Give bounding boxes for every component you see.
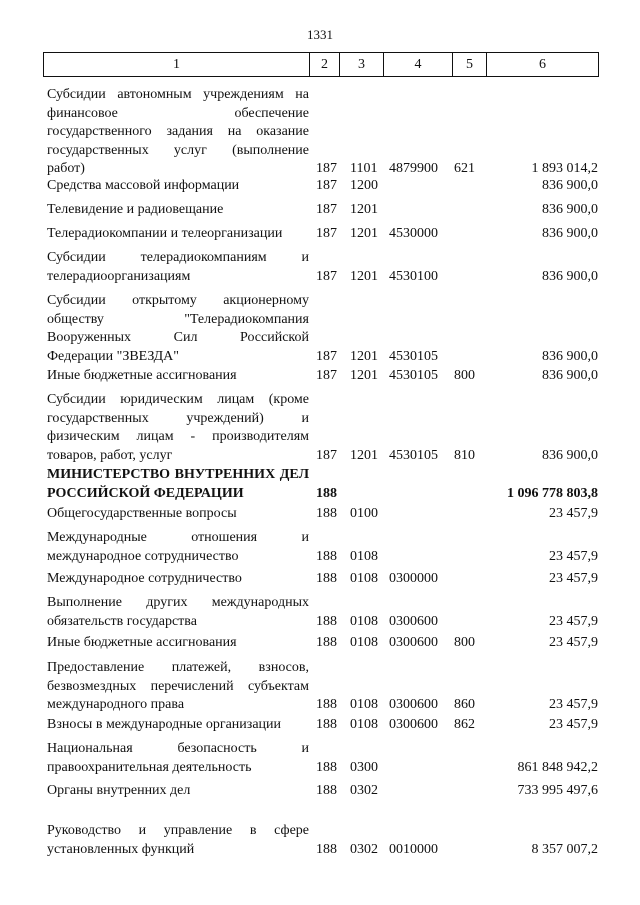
row-col-3: 0108 xyxy=(350,635,378,650)
row-name-line: безвозмездных перечислений субъектам xyxy=(47,678,309,694)
row-col-6: 23 457,9 xyxy=(549,548,598,564)
row-col-3: 0100 xyxy=(350,506,378,521)
row-name xyxy=(47,822,309,859)
row-name-line: установленных функций xyxy=(47,841,195,857)
row-col-3: 1201 xyxy=(350,447,378,463)
row-name xyxy=(47,86,309,179)
row-col-2: 187 xyxy=(316,202,337,217)
row-col-3: 0302 xyxy=(350,783,378,798)
row-col-6: 1 893 014,2 xyxy=(531,161,598,177)
row-name-line: обязательств государства xyxy=(47,613,197,629)
header-col-2: 2 xyxy=(309,52,340,77)
row-col-4: 4530000 xyxy=(389,226,438,241)
row-name-line: товаров, работ, услуг xyxy=(47,447,173,463)
row-col-6: 836 900,0 xyxy=(542,268,598,284)
row-name-line: МИНИСТЕРСТВО ВНУТРЕННИХ ДЕЛ xyxy=(47,467,309,482)
row-name xyxy=(47,225,309,244)
row-name xyxy=(47,367,309,386)
row-col-2: 188 xyxy=(316,548,337,564)
row-name-line: Средства массовой информации xyxy=(47,178,240,193)
row-col-2: 187 xyxy=(316,161,337,177)
row-name-line: Общегосударственные вопросы xyxy=(47,506,237,521)
row-col-2: 188 xyxy=(316,717,337,732)
row-col-6: 836 900,0 xyxy=(542,178,598,193)
row-col-4: 4530105 xyxy=(389,447,438,463)
row-name-line: Федерации "ЗВЕЗДА" xyxy=(47,348,179,364)
row-col-3: 1101 xyxy=(350,161,378,177)
row-name-line: международного права xyxy=(47,697,185,713)
header-col-4: 4 xyxy=(383,52,453,77)
row-col-2: 188 xyxy=(316,635,337,650)
row-name-line: Субсидии автономным учреждениям на xyxy=(47,87,309,102)
row-col-5: 621 xyxy=(454,161,475,177)
header-col-1: 1 xyxy=(43,52,310,77)
row-name xyxy=(47,292,309,366)
row-col-2: 188 xyxy=(316,571,337,586)
row-col-5: 800 xyxy=(454,368,475,383)
row-col-6: 23 457,9 xyxy=(549,571,598,586)
row-name-line: Субсидии юридическим лицам (кроме xyxy=(47,392,309,407)
row-name-line: Национальная безопасность и xyxy=(47,741,309,756)
row-name xyxy=(47,505,309,524)
row-name-line: Телерадиокомпании и телеорганизации xyxy=(47,226,283,241)
row-col-3: 0300 xyxy=(350,759,378,775)
row-col-3: 0108 xyxy=(350,548,378,564)
row-col-4: 4879900 xyxy=(389,161,438,177)
row-col-5: 862 xyxy=(454,717,475,732)
row-col-2: 187 xyxy=(316,268,337,284)
row-name xyxy=(47,529,309,566)
row-col-3: 1201 xyxy=(350,226,378,241)
row-name-line: Выполнение других международных xyxy=(47,595,309,610)
row-name-line: РОССИЙСКОЙ ФЕДЕРАЦИИ xyxy=(47,485,244,501)
row-name-line: финансовое обеспечение xyxy=(47,105,309,121)
row-col-4: 0300600 xyxy=(389,635,438,650)
row-col-2: 188 xyxy=(316,759,337,775)
row-col-6: 23 457,9 xyxy=(549,613,598,629)
row-col-2: 187 xyxy=(316,368,337,383)
row-name-line: обществу "Телерадиокомпания xyxy=(47,311,309,327)
row-name-line: Органы внутренних дел xyxy=(47,783,191,798)
row-col-2: 188 xyxy=(316,697,337,713)
row-name xyxy=(47,716,309,735)
row-name-line: физическим лицам - производителям xyxy=(47,429,309,445)
row-name-line: Субсидии открытому акционерному xyxy=(47,293,309,308)
row-name-line: Иные бюджетные ассигнования xyxy=(47,635,237,650)
row-col-2: 187 xyxy=(316,447,337,463)
header-col-5: 5 xyxy=(452,52,487,77)
row-name-line: правоохранительная деятельность xyxy=(47,759,252,775)
row-col-6: 733 995 497,6 xyxy=(517,783,598,798)
row-col-3: 1200 xyxy=(350,178,378,193)
row-col-6: 836 900,0 xyxy=(542,447,598,463)
row-name-line: Вооруженных Сил Российской xyxy=(47,330,309,346)
row-name xyxy=(47,782,309,801)
row-col-5: 860 xyxy=(454,697,475,713)
row-name xyxy=(47,391,309,465)
row-col-2: 188 xyxy=(316,506,337,521)
row-col-6: 836 900,0 xyxy=(542,202,598,217)
row-col-6: 8 357 007,2 xyxy=(531,841,598,857)
row-col-3: 0108 xyxy=(350,613,378,629)
page-number: 1331 xyxy=(307,27,333,42)
header-col-3: 3 xyxy=(339,52,384,77)
row-col-4: 0300600 xyxy=(389,717,438,732)
row-name-line: Предоставление платежей, взносов, xyxy=(47,660,309,675)
row-col-6: 836 900,0 xyxy=(542,368,598,383)
row-col-2: 187 xyxy=(316,348,337,364)
row-col-6: 861 848 942,2 xyxy=(517,759,598,775)
row-col-3: 0302 xyxy=(350,841,378,857)
row-col-4: 0010000 xyxy=(389,841,438,857)
row-col-4: 0300600 xyxy=(389,613,438,629)
row-col-6: 23 457,9 xyxy=(549,506,598,521)
row-col-6: 23 457,9 xyxy=(549,717,598,732)
row-col-3: 1201 xyxy=(350,268,378,284)
row-name xyxy=(47,177,309,196)
row-name-line: международное сотрудничество xyxy=(47,548,239,564)
row-name-line: государственных учреждений) и xyxy=(47,410,309,426)
row-name xyxy=(47,570,309,589)
row-name xyxy=(47,740,309,777)
row-name-line: телерадиоорганизациям xyxy=(47,268,191,284)
row-col-4: 4530105 xyxy=(389,368,438,383)
row-col-2: 188 xyxy=(316,613,337,629)
row-col-3: 0108 xyxy=(350,717,378,732)
row-name xyxy=(47,466,309,503)
row-name xyxy=(47,594,309,631)
row-name-line: Иные бюджетные ассигнования xyxy=(47,368,237,383)
row-col-4: 4530105 xyxy=(389,348,438,364)
row-name-line: Международные отношения и xyxy=(47,530,309,545)
row-col-3: 1201 xyxy=(350,202,378,217)
row-col-4: 4530100 xyxy=(389,268,438,284)
row-name xyxy=(47,249,309,286)
row-name xyxy=(47,634,309,653)
row-name xyxy=(47,659,309,715)
row-col-5: 810 xyxy=(454,447,475,463)
row-name-line: Руководство и управление в сфере xyxy=(47,823,309,838)
header-col-6: 6 xyxy=(486,52,599,77)
row-name-line: Телевидение и радиовещание xyxy=(47,202,224,217)
row-col-2: 188 xyxy=(316,841,337,857)
row-col-6: 1 096 778 803,8 xyxy=(507,485,598,501)
row-col-2: 188 xyxy=(316,485,337,501)
row-col-3: 0108 xyxy=(350,697,378,713)
row-name-line: государственного задания на оказание xyxy=(47,124,309,140)
row-col-2: 188 xyxy=(316,783,337,798)
row-col-3: 1201 xyxy=(350,348,378,364)
row-name-line: Международное сотрудничество xyxy=(47,571,242,586)
row-col-6: 23 457,9 xyxy=(549,635,598,650)
row-col-4: 0300600 xyxy=(389,697,438,713)
row-col-2: 187 xyxy=(316,226,337,241)
row-col-3: 0108 xyxy=(350,571,378,586)
row-col-6: 23 457,9 xyxy=(549,697,598,713)
row-name xyxy=(47,201,309,220)
row-name-line: Взносы в международные организации xyxy=(47,717,282,732)
row-name-line: Субсидии телерадиокомпаниям и xyxy=(47,250,309,265)
row-col-4: 0300000 xyxy=(389,571,438,586)
row-name-line: работ) xyxy=(47,161,85,177)
row-col-6: 836 900,0 xyxy=(542,226,598,241)
row-col-5: 800 xyxy=(454,635,475,650)
row-col-3: 1201 xyxy=(350,368,378,383)
row-name-line: государственных услуг (выполнение xyxy=(47,142,309,158)
row-col-6: 836 900,0 xyxy=(542,348,598,364)
row-col-2: 187 xyxy=(316,178,337,193)
